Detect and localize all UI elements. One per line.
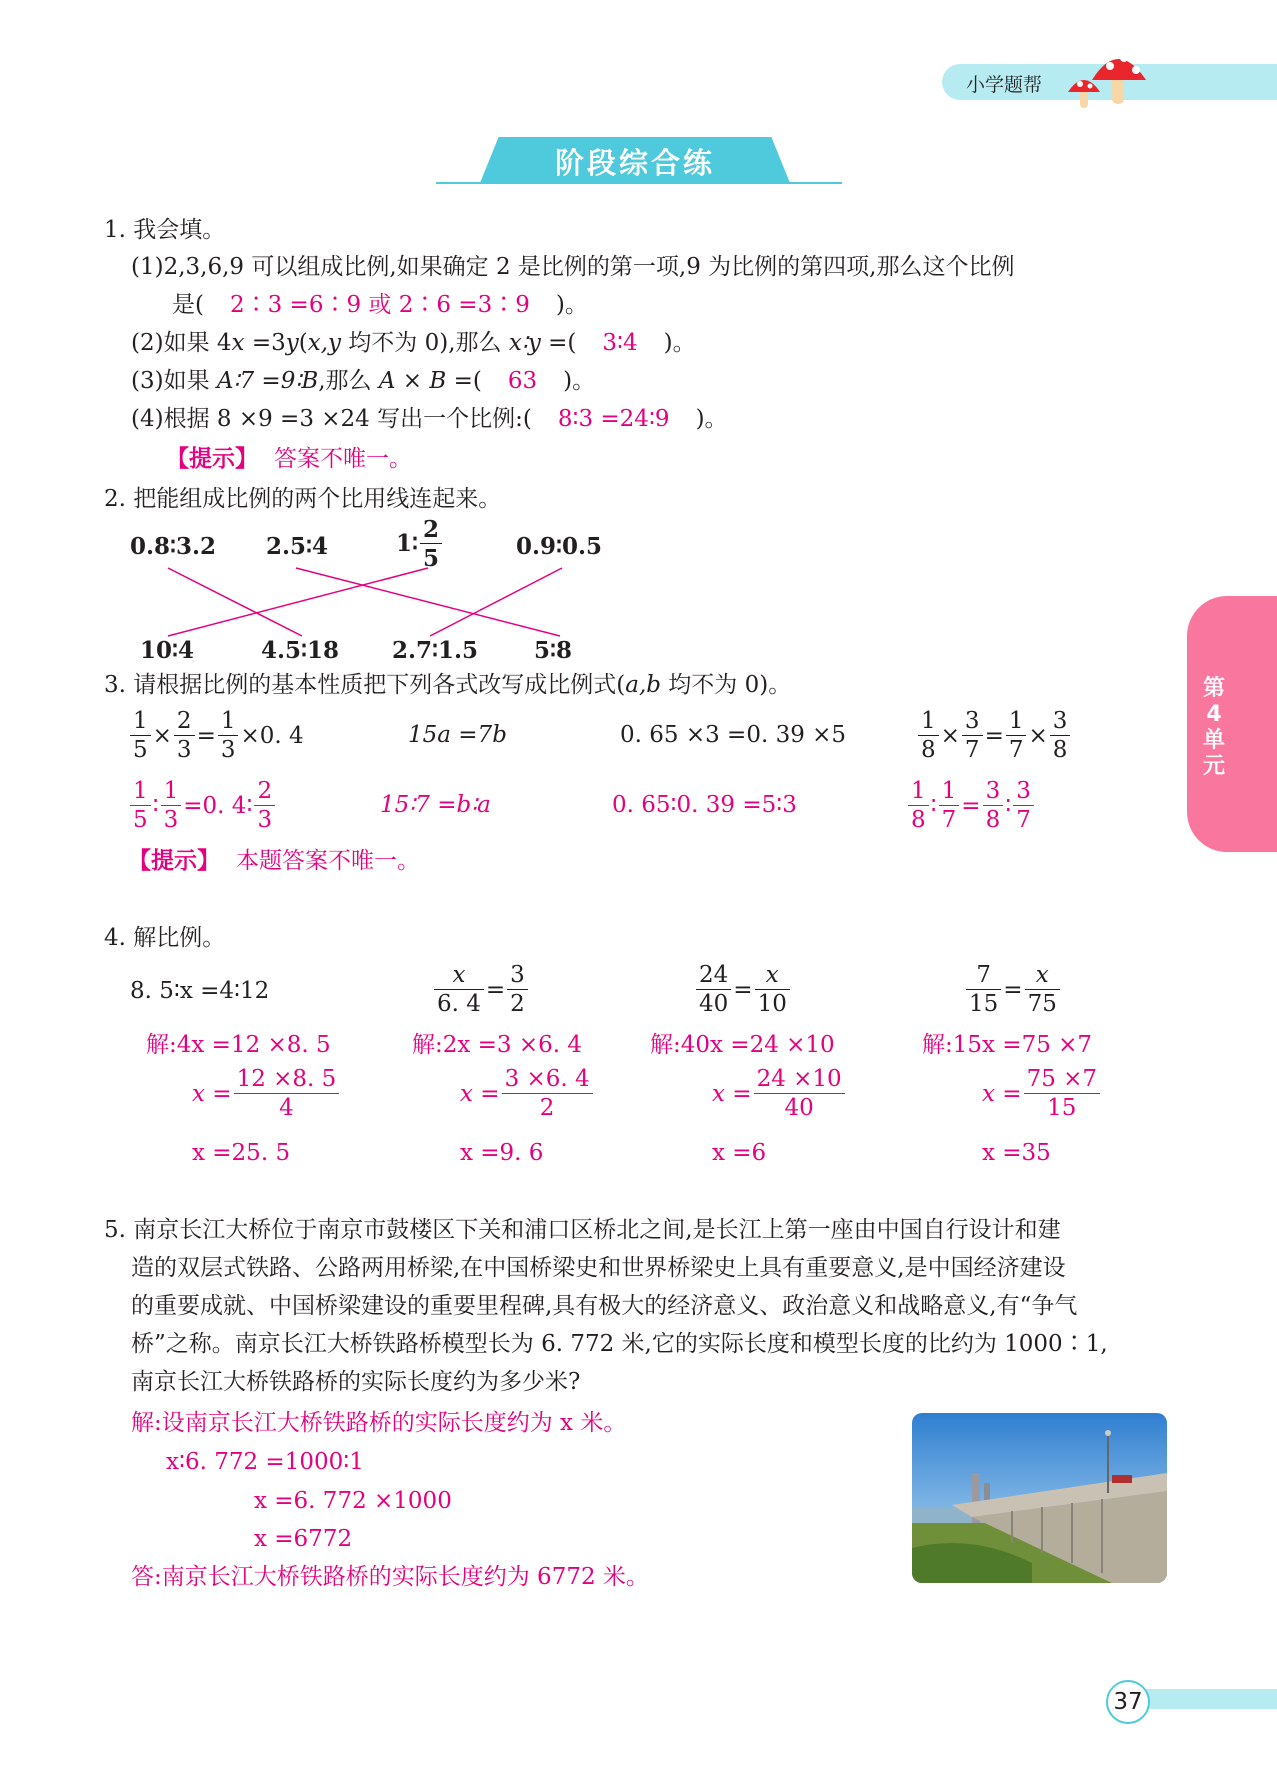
den: 8 bbox=[911, 807, 926, 833]
pre: x = bbox=[982, 1081, 1022, 1107]
num: 2 bbox=[174, 710, 195, 736]
q1-p4-post: )。 bbox=[695, 406, 728, 432]
q2-bottom-3: 2.7∶1.5 bbox=[392, 637, 479, 664]
q1-p2-x: x bbox=[231, 330, 245, 356]
op: ∶ bbox=[152, 793, 159, 819]
den: 40 bbox=[699, 991, 729, 1017]
q1-p3-post: )。 bbox=[563, 368, 596, 394]
frac bbox=[918, 710, 939, 762]
q3-answer-2: 15∶7 =b∶a bbox=[380, 792, 491, 818]
num: 1 bbox=[1006, 710, 1027, 736]
frac bbox=[130, 710, 151, 762]
q1-p2-answer: 3∶4 bbox=[602, 330, 638, 356]
num: 1 bbox=[218, 710, 239, 736]
frac bbox=[1024, 1068, 1100, 1120]
num: 1 bbox=[161, 780, 182, 806]
q2-top-3-num: 2 bbox=[420, 518, 442, 544]
q4-stem: 4. 解比例。 bbox=[104, 925, 226, 951]
den: 7 bbox=[941, 807, 957, 833]
frac bbox=[1006, 710, 1027, 762]
den: 8 bbox=[921, 737, 936, 763]
pre: x = bbox=[712, 1081, 752, 1107]
frac bbox=[755, 964, 790, 1016]
frac bbox=[754, 1068, 845, 1120]
op: = bbox=[984, 723, 1004, 749]
den: 4 bbox=[279, 1095, 294, 1121]
den: 15 bbox=[969, 991, 999, 1017]
den: 7 bbox=[964, 737, 980, 763]
q1-p2-mid3: 均不为 0),那么 bbox=[341, 330, 509, 356]
q1-p4-answer: 8∶3 =24∶9 bbox=[557, 406, 670, 432]
q1-p2-mid2: ( bbox=[298, 330, 308, 356]
den: 40 bbox=[784, 1095, 814, 1121]
q2-bottom-2: 4.5∶18 bbox=[261, 637, 340, 664]
q5-line-2: 造的双层式铁路、公路两用桥梁,在中国桥梁史和世界桥梁史上具有重要意义,是中国经济建设 bbox=[131, 1255, 1066, 1281]
q2-top-2: 2.5∶4 bbox=[266, 533, 329, 560]
q1-p2-ratio: x∶y bbox=[508, 330, 541, 356]
q5-line-5: 南京长江大桥铁路桥的实际长度约为多少米? bbox=[131, 1369, 581, 1395]
q1-p1-answer: 2∶3 =6∶9 或 2∶6 =3∶9 bbox=[229, 292, 530, 318]
q1-p1-line1: (1)2,3,6,9 可以组成比例,如果确定 2 是比例的第一项,9 为比例的第四项,那么这个比例 bbox=[131, 254, 1015, 280]
q5-solution-4: x =6772 bbox=[254, 1526, 353, 1552]
q4-solution-4-step3: x =35 bbox=[982, 1140, 1051, 1166]
q5-solution-1: 解:设南京长江大桥铁路桥的实际长度约为 x 米。 bbox=[131, 1410, 627, 1436]
q1-p2-mid4: =( bbox=[540, 330, 577, 356]
num: 1 bbox=[918, 710, 939, 736]
q3-expr-3: 0. 65 ×3 =0. 39 ×5 bbox=[620, 722, 847, 748]
op: = bbox=[196, 723, 216, 749]
num: 1 bbox=[908, 780, 929, 806]
q3-hint-tag: 【提示】 bbox=[128, 848, 220, 874]
frac bbox=[218, 710, 239, 762]
page-number: 37 bbox=[1106, 1680, 1150, 1724]
bridge-photo bbox=[912, 1413, 1167, 1583]
q1-p1-post: )。 bbox=[555, 292, 588, 318]
frac bbox=[507, 964, 528, 1016]
q1-p1-pre: 是( bbox=[172, 292, 204, 318]
num: 24 ×10 bbox=[754, 1068, 845, 1094]
q4-solution-1-step1: 解:4x =12 ×8. 5 bbox=[146, 1032, 331, 1058]
pre: x = bbox=[192, 1081, 232, 1107]
den: 7 bbox=[1016, 807, 1031, 833]
q3-expr-4 bbox=[916, 710, 1072, 762]
q5-line-1: 5. 南京长江大桥位于南京市鼓楼区下关和浦口区桥北之间,是长江上第一座由中国自行设计和建 bbox=[104, 1217, 1061, 1243]
op: × bbox=[1028, 723, 1048, 749]
den: 7 bbox=[1008, 737, 1024, 763]
q4-problem-3 bbox=[694, 964, 792, 1016]
q2-stem: 2. 把能组成比例的两个比用线连起来。 bbox=[104, 486, 502, 512]
op: × bbox=[152, 723, 172, 749]
q4-solution-4-step1: 解:15x =75 ×7 bbox=[922, 1032, 1093, 1058]
q4-solution-2-step3: x =9. 6 bbox=[460, 1140, 544, 1166]
frac bbox=[696, 964, 731, 1016]
q4-solution-3-step2 bbox=[712, 1068, 847, 1120]
q1-p2-mid: =3 bbox=[244, 330, 286, 356]
q3-answer-4 bbox=[906, 780, 1036, 832]
num: 3 bbox=[1013, 780, 1034, 806]
q4-solution-4-step2 bbox=[982, 1068, 1102, 1120]
op: ∶ bbox=[930, 793, 937, 819]
frac bbox=[1025, 964, 1060, 1016]
den: 6. 4 bbox=[437, 991, 481, 1017]
den: 3 bbox=[257, 807, 273, 833]
q3-answer-3: 0. 65∶0. 39 =5∶3 bbox=[612, 792, 797, 818]
q2-top-3-den: 5 bbox=[423, 545, 440, 572]
q4-solution-3-step3: x =6 bbox=[712, 1140, 767, 1166]
num: 3 bbox=[983, 780, 1004, 806]
q4-solution-2-step1: 解:2x =3 ×6. 4 bbox=[412, 1032, 583, 1058]
num: 1 bbox=[130, 780, 151, 806]
q5-answer: 答:南京长江大桥铁路桥的实际长度约为 6772 米。 bbox=[131, 1564, 649, 1590]
num: x bbox=[1025, 964, 1060, 990]
q1-p3-pre: (3)如果 bbox=[131, 368, 217, 394]
q3-hint-text: 本题答案不唯一。 bbox=[236, 848, 420, 874]
op: = bbox=[961, 793, 981, 819]
q2-top-1: 0.8∶3.2 bbox=[130, 533, 217, 560]
frac bbox=[434, 964, 484, 1016]
num: 3 bbox=[507, 964, 528, 990]
frac bbox=[161, 780, 182, 832]
den: 2 bbox=[539, 1095, 555, 1121]
den: 10 bbox=[757, 991, 787, 1017]
den: 3 bbox=[176, 737, 192, 763]
q1-p3-prod: A × B bbox=[378, 368, 447, 394]
num: 1 bbox=[939, 780, 960, 806]
q5-line-3: 的重要成就、中国桥梁建设的重要里程碑,具有极大的经济意义、政治意义和战略意义,有“争气 bbox=[131, 1293, 1078, 1319]
den: 8 bbox=[985, 807, 1001, 833]
q3-hint bbox=[128, 846, 420, 876]
q2-line-2 bbox=[296, 568, 560, 636]
q4-solution-1-step2 bbox=[192, 1068, 341, 1120]
q1-p2-pre: (2)如果 4 bbox=[131, 330, 232, 356]
q5-solution-3: x =6. 772 ×1000 bbox=[254, 1488, 452, 1514]
q2-bottom-4: 5∶8 bbox=[534, 637, 572, 664]
num: 12 ×8. 5 bbox=[234, 1068, 340, 1094]
frac bbox=[130, 780, 151, 832]
frac bbox=[908, 780, 929, 832]
page-number-bar bbox=[1135, 1689, 1277, 1709]
den: 75 bbox=[1027, 991, 1057, 1017]
frac bbox=[1013, 780, 1034, 832]
num: 7 bbox=[966, 964, 1001, 990]
frac bbox=[962, 710, 983, 762]
op: = bbox=[1003, 977, 1023, 1003]
q3-answer-1 bbox=[128, 780, 277, 832]
frac bbox=[983, 780, 1004, 832]
q1-p2-xy: x,y bbox=[307, 330, 341, 356]
num: x bbox=[755, 964, 790, 990]
num: 3 bbox=[1050, 710, 1071, 736]
q1-p3-expr: A∶7 =9∶B bbox=[216, 368, 319, 394]
den: 5 bbox=[133, 807, 148, 833]
frac bbox=[1050, 710, 1071, 762]
frac bbox=[939, 780, 960, 832]
q2-bottom-1: 10∶4 bbox=[140, 637, 194, 664]
q1-p2-post: )。 bbox=[663, 330, 696, 356]
q1-hint-text: 答案不唯一。 bbox=[274, 446, 412, 472]
num: 75 ×7 bbox=[1024, 1068, 1100, 1094]
pre: x = bbox=[460, 1081, 500, 1107]
q1-p2-y: y bbox=[285, 330, 299, 356]
unit-side-tab-label: 第4单元 bbox=[1202, 676, 1225, 779]
q4-solution-1-step3: x =25. 5 bbox=[192, 1140, 291, 1166]
num: 24 bbox=[696, 964, 731, 990]
q2-line-3 bbox=[168, 568, 428, 636]
q1-p3-mid2: =( bbox=[446, 368, 482, 394]
den: 3 bbox=[220, 737, 236, 763]
den: 8 bbox=[1052, 737, 1068, 763]
q3-expr-2: 15a =7b bbox=[408, 722, 507, 748]
q1-hint-tag: 【提示】 bbox=[166, 446, 258, 472]
op: ∶ bbox=[1005, 793, 1012, 819]
mid: =0. 4∶ bbox=[183, 793, 253, 819]
op: = bbox=[733, 977, 753, 1003]
op: × bbox=[940, 723, 960, 749]
q3-stem-vars: a,b bbox=[625, 672, 661, 698]
frac bbox=[234, 1068, 340, 1120]
num: 3 bbox=[962, 710, 983, 736]
op: = bbox=[485, 977, 506, 1003]
q4-solution-2-step2 bbox=[460, 1068, 595, 1120]
q4-problem-2 bbox=[432, 964, 530, 1016]
den: 5 bbox=[133, 737, 148, 763]
section-title: 阶段综合练 bbox=[554, 146, 715, 180]
q3-stem-pre: 3. 请根据比例的基本性质把下列各式改写成比例式( bbox=[104, 672, 626, 698]
num: 1 bbox=[130, 710, 151, 736]
q1-p3-mid: ,那么 bbox=[318, 368, 379, 394]
num: 2 bbox=[254, 780, 275, 806]
q2-line-1 bbox=[168, 568, 302, 636]
den: 3 bbox=[163, 807, 179, 833]
den: 2 bbox=[510, 991, 525, 1017]
q5-solution-2: x∶6. 772 =1000∶1 bbox=[166, 1449, 364, 1475]
q4-solution-3-step1: 解:40x =24 ×10 bbox=[650, 1032, 835, 1058]
frac bbox=[174, 710, 195, 762]
q1-stem: 1. 我会填。 bbox=[104, 217, 226, 243]
den: 15 bbox=[1047, 1095, 1077, 1121]
q4-problem-4 bbox=[964, 964, 1062, 1016]
tail: ×0. 4 bbox=[240, 723, 304, 749]
q2-line-4 bbox=[430, 568, 562, 636]
q1-p3-answer: 63 bbox=[507, 368, 538, 394]
q5-line-4: 桥”之称。南京长江大桥铁路桥模型长为 6. 772 米,它的实际长度和模型长度的比约为 1000∶1, bbox=[131, 1331, 1108, 1357]
q1-p4-pre: (4)根据 8 ×9 =3 ×24 写出一个比例:( bbox=[131, 406, 532, 432]
frac bbox=[254, 780, 275, 832]
q3-stem bbox=[104, 670, 791, 700]
num: x bbox=[434, 964, 484, 990]
brand-label: 小学题帮 bbox=[966, 74, 1043, 96]
frac bbox=[502, 1068, 593, 1120]
q2-top-3-ratio: 1∶ bbox=[396, 530, 418, 557]
num: 3 ×6. 4 bbox=[502, 1068, 593, 1094]
q4-problem-1: 8. 5∶x =4∶12 bbox=[130, 978, 270, 1004]
q2-top-4: 0.9∶0.5 bbox=[516, 533, 603, 560]
frac bbox=[966, 964, 1001, 1016]
q3-stem-post: 均不为 0)。 bbox=[660, 672, 792, 698]
q3-expr-1 bbox=[128, 710, 304, 762]
